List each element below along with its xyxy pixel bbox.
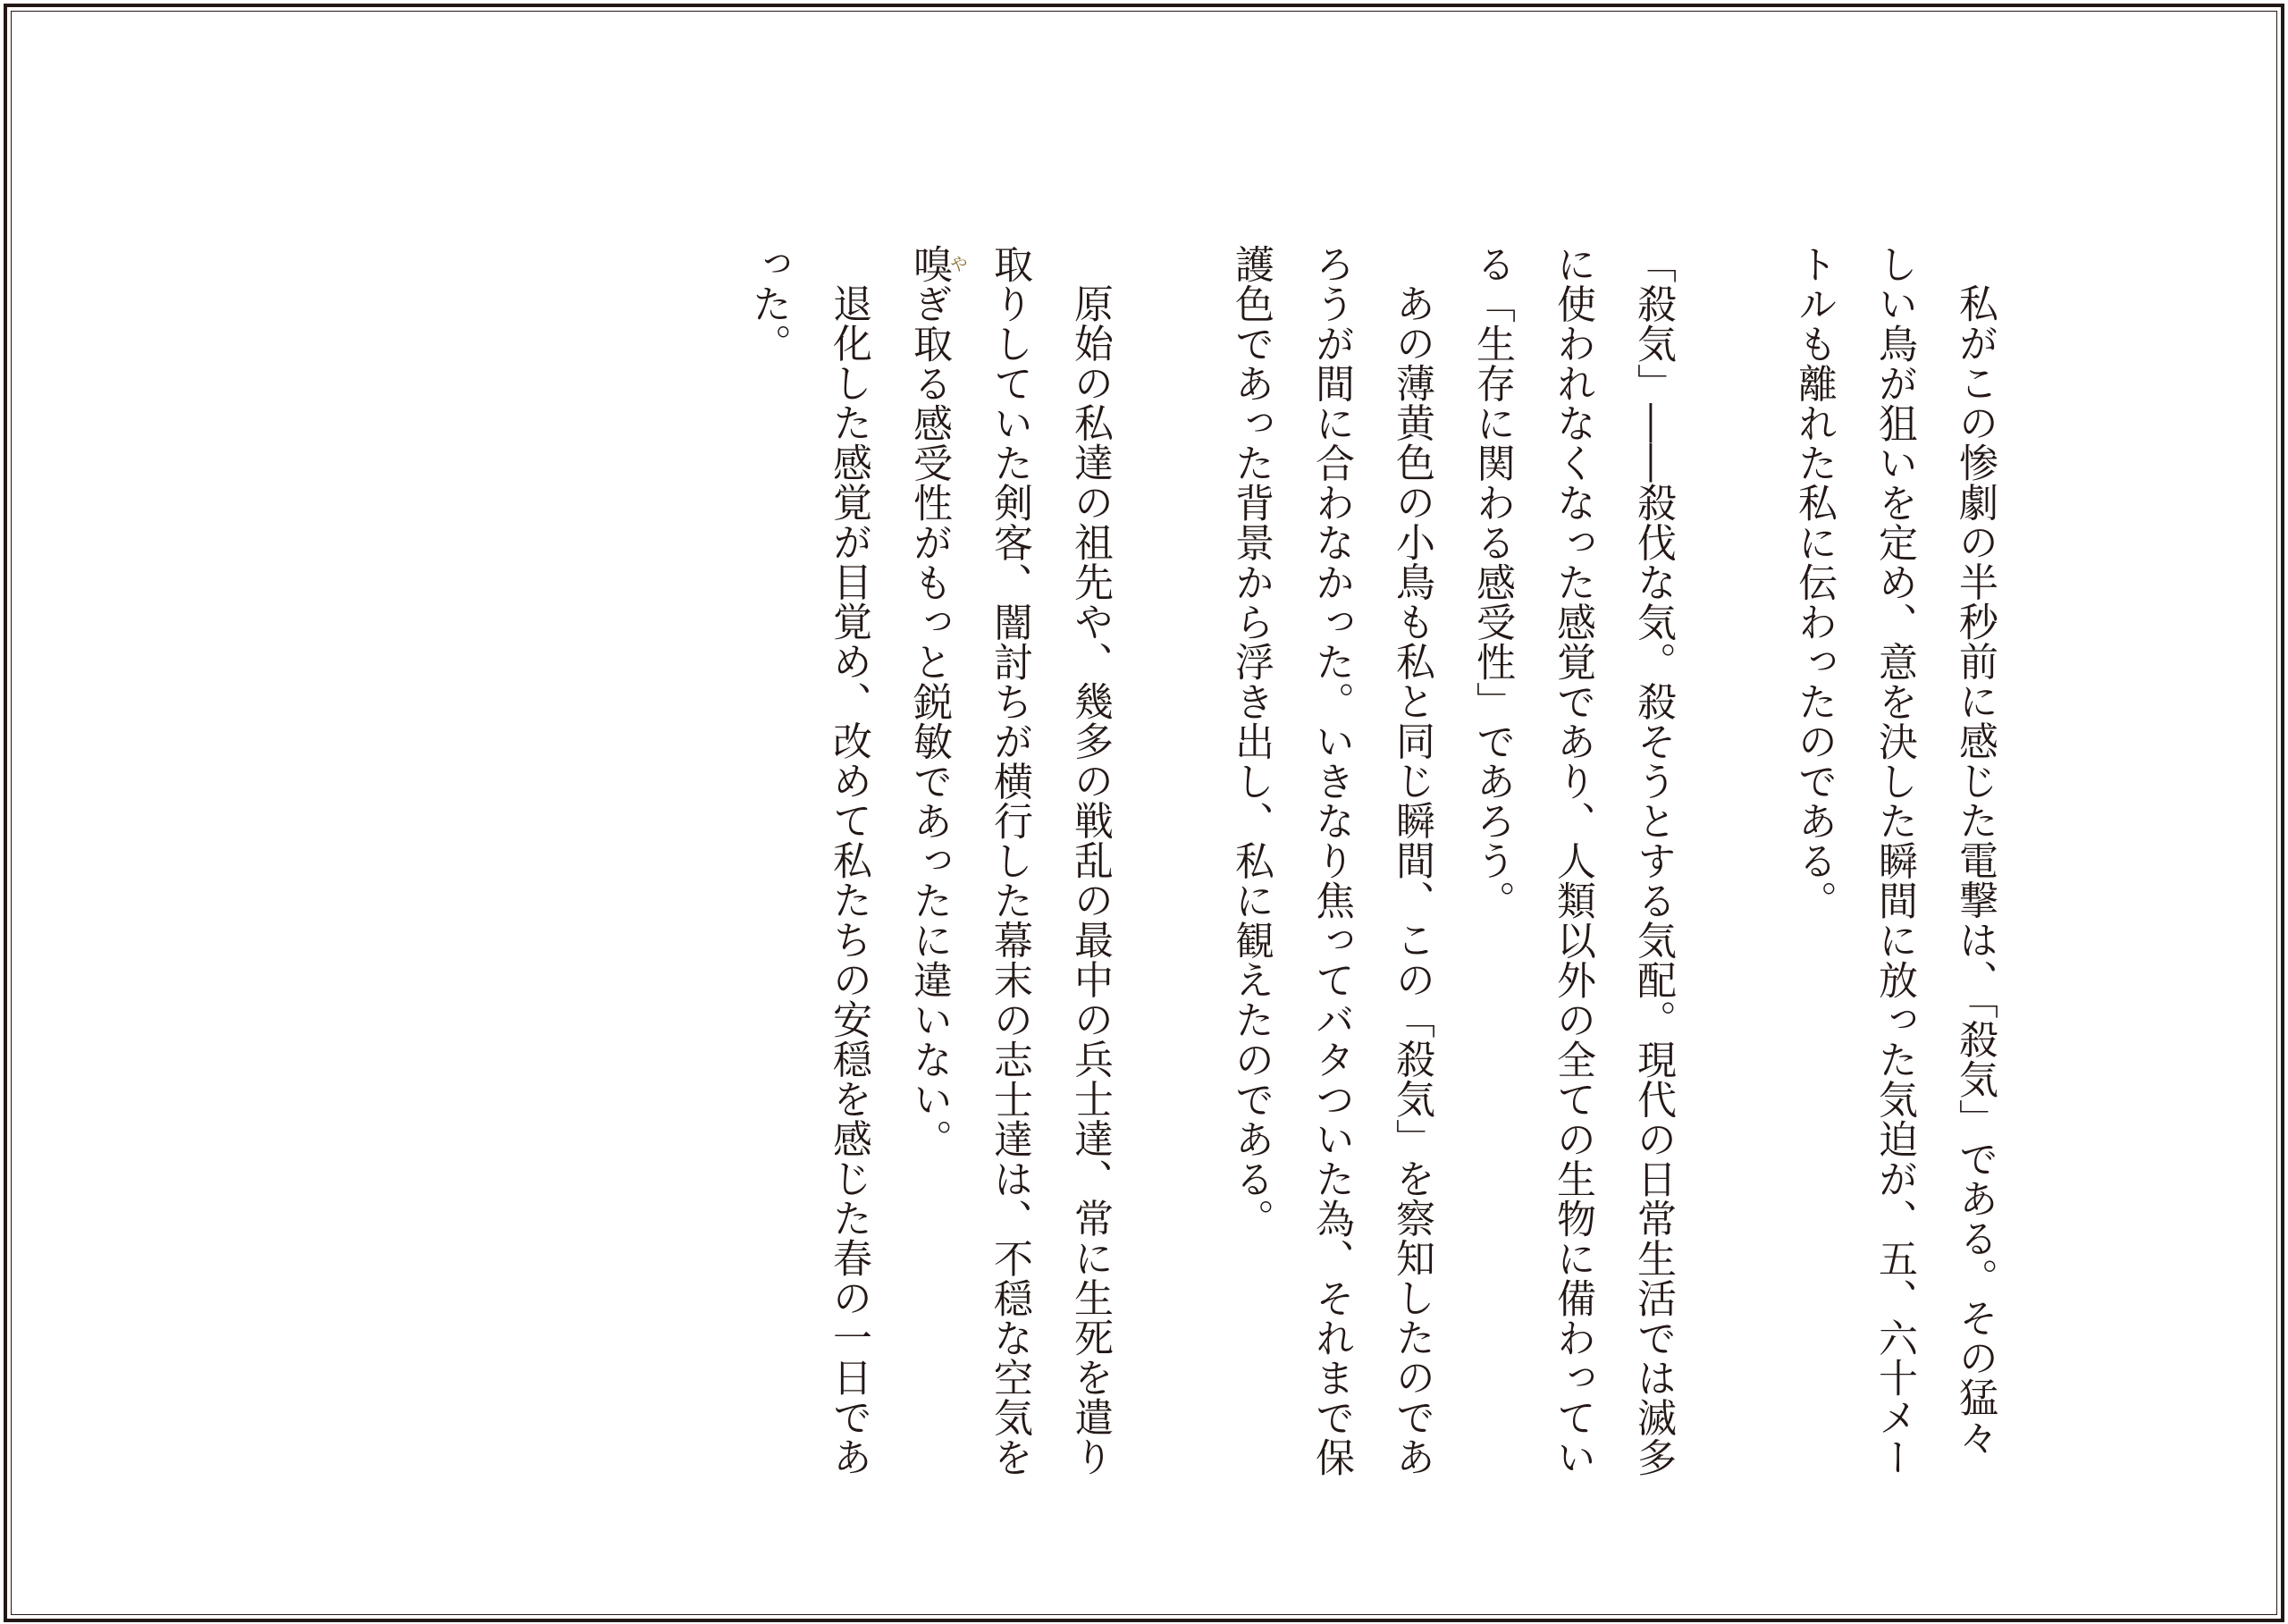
paragraph-3	[1210, 244, 1451, 1477]
paragraph-5	[728, 244, 888, 1477]
paragraph-4-text-after: ぎ取る感受性がもっと鋭敏であったに違いない。	[906, 283, 952, 1159]
paragraph-2	[1451, 244, 1693, 1477]
paragraph-4-text-before: 原始の私達の祖先や、幾多の戦乱の最中の兵士達、常に生死を遣り取りしていた剣客、闇討ちが横行した幕末の志士達は、不穏な空気を	[987, 244, 1113, 1477]
vertical-text-body	[728, 244, 2015, 1477]
page-frame	[4, 4, 2284, 1622]
paragraph-4	[888, 244, 1130, 1477]
paragraph-1	[1773, 244, 2015, 1477]
paragraph-3-text: あの薄黄色の小鳥も私と同じ瞬間、この「殺気」を察知したのであろうが間に合わなかった。いきなり焦ってバタついた為、それまで保護色であった背景から浮き出し、私に観えたのである。	[1228, 244, 1434, 1477]
paragraph-gap	[1693, 244, 1773, 1477]
paragraph-2-text: 「殺気」――殺伐な気。殺そうとする気配。現代の日常生活では滅多に使われなくなった感覚であり、人類以外の全ての生物に備わっている「生存に関わる感受性」であろう。	[1469, 244, 1676, 1477]
ruby-reading: や	[946, 244, 969, 284]
paragraph-gap	[1130, 244, 1210, 1477]
paragraph-1-text: 私がこの惨劇の半秒前に感じた電撃は、「殺気」である。その猛々しい鳥が狙いを定め、意を決した瞬間に放った気迫が、五、六十メートルも離れた私に伝わったのである。	[1791, 244, 1998, 1477]
paragraph-5-text: 退化した感覚が目覚め、改めて私たちの安穏を感じた春の一日であった。	[745, 244, 871, 1477]
ruby-base: 嗅	[906, 244, 952, 284]
ruby-word	[906, 244, 969, 284]
